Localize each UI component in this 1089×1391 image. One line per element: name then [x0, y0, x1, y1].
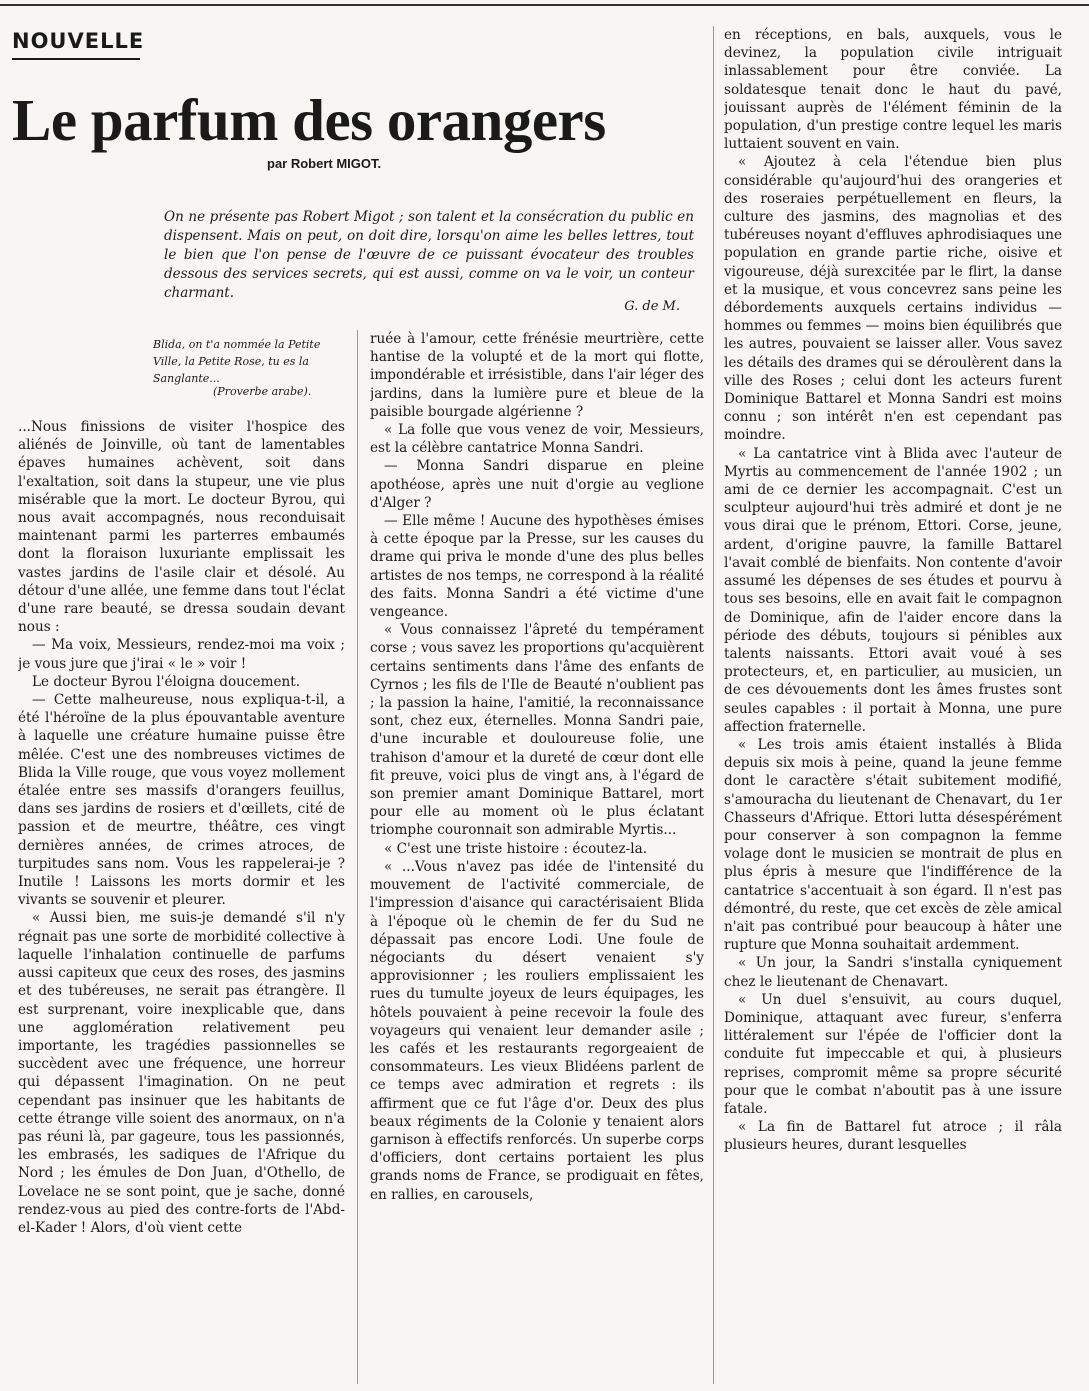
paragraph: — Ma voix, Messieurs, rendez-moi ma voix ; je vous jure que j'irai « le » voir ! — [18, 637, 345, 672]
section-underline — [12, 58, 140, 60]
byline: par Robert MIGOT. — [267, 156, 382, 171]
text-column-3 — [724, 26, 1062, 1384]
paragraph: — Elle même ! Aucune des hypothèses émises à cette époque par la Presse, sur les causes du drame qui priva le monde d'une des plus belles artistes de nos temps, ne correspond à la réalité des faits. Monna Sandri a été victime d'une vengeance. — [370, 513, 704, 621]
paragraph: « ...Vous n'avez pas idée de l'intensité du mouvement de l'activité commerciale, de l'impression d'aisance qui caractérisaient Blida à l'époque où le chemin de fer du Sud ne dépassait pas encore Lodi. Une foule de négociants du désert venaient s'y approvisionner ; les rouliers emplissaient les rues du tumulte joyeux de leurs équipages, les hôtels pouvaient à peine recevoir la foule des voyageurs qui venaient leur demander asile ; les cafés et les restaurants regorgeaient de consommateurs. Les vieux Blidéens parlent de ce temps avec admiration et regrets : ils affirment que ce fut l'âge d'or. Deux des plus beaux régiments de la Colonie y tenaient alors garnison à effectifs renforcés. Un superbe corps d'officiers, dont certains portaient les plus grands noms de France, se prodiguait en fêtes, en rallies, en carousels, — [370, 858, 704, 1203]
section-heading: NOUVELLE — [12, 29, 145, 53]
paragraph: Le docteur Byrou l'éloigna doucement. — [32, 673, 301, 690]
paragraph: « La cantatrice vint à Blida avec l'auteur de Myrtis au commencement de l'année 1902 ; un ami de ce dernier les accompagnait. C'est un sculpteur aujourd'hui très admiré et dont je ne vous dirai que le prénom, Ettori. Corse, jeune, ardent, d'origine pauvre, la famille Battarel l'avait comblé de bienfaits. Non contente d'avoir assumé les dépenses de ses études et pourvu à tous ses besoins, elle en avait fait le compagnon de Dominique, afin de l'aider encore dans la période des débuts, toujours si pénibles aux talents naissants. Ettori avait voué à ses protecteurs, et, en particulier, au musicien, un de ces dévouements dont les âmes frustes sont seules capables : il portait à Monna, une pure affection fraternelle. — [724, 445, 1062, 735]
paragraph: « La fin de Battarel fut atroce ; il râla plusieurs heures, durant lesquelles — [724, 1119, 1062, 1154]
editor-intro: On ne présente pas Robert Migot ; son talent et la consécration du public en dispensent. Mais on peut, on doit dire, lorsqu'on aime les belles lettres, tout le bien que l'on pense de l'œuvre de ce puissant évocateur des troubles dessous des services secrets, qui est aussi, comme on va le voir, un conteur charmant. — [164, 209, 694, 301]
paragraph: en réceptions, en bals, auxquels, vous le devinez, la population civile intriguait inlassablement pour être conviée. La soldatesque tenait donc le haut du pavé, jouissant auprès de l'élément féminin de la population, d'un prestige contre lequel les maris luttaient souvent en vain. — [724, 27, 1062, 153]
paragraph: « Un jour, la Sandri s'installa cyniquement chez le lieutenant de Chenavart. — [724, 955, 1062, 990]
top-rule — [0, 4, 1089, 6]
epigraph-source: (Proverbe arabe). — [213, 385, 312, 398]
epigraph: Blida, on t'a nommée la Petite Ville, la Petite Rose, tu es la Sanglante... — [153, 338, 321, 385]
text-column-1 — [18, 418, 345, 1384]
paragraph: « La folle que vous venez de voir, Messieurs, est la célèbre cantatrice Monna Sandri. — [370, 422, 704, 457]
paragraph: « Les trois amis étaient installés à Blida depuis six mois à peine, quand la jeune femme dont le caractère s'était subitement modifié, s'amouracha du lieutenant de Chenavart, du 1er Chasseurs d'Afrique. Ettori lutta désespérément pour conserver à son compagnon la femme volage dont le musicien se montrait de plus en plus épris à mesure que l'indifférence de la cantatrice s'accentuait à son égard. Il n'est pas démontré, du reste, que cet excès de zèle amical n'ait pas contribué pour beaucoup à hâter une rupture que Monna souhaitait ardemment. — [724, 736, 1062, 954]
paragraph: ruée à l'amour, cette frénésie meurtrière, cette hantise de la volupté et de la mort qui flotte, impondérable et irrésistible, dans l'air léger des jardins, dans la lumière pure et bleue de la paisible bourgade algérienne ? — [370, 331, 704, 420]
paragraph: « Ajoutez à cela l'étendue bien plus considérable qu'aujourd'hui des orangeries et des roseraies perpétuellement en fleurs, la culture des jasmins, des magnolias et des tubéreuses noyant d'effluves aphrodisiaques une population en grande partie riche, oisive et vigoureuse, déjà surexcitée par le flirt, la danse et la musique, et vous concevrez sans peine les débordements auxquels certains individus — hommes ou femmes — moins bien équilibrés que les autres, pouvaient se laisser aller. Vous savez les détails des drames qui se déroulèrent dans la ville des Roses ; celui dont les acteurs furent Dominique Battarel et Monna Sandri est moins connu ; son intérêt n'en est cependant pas moindre. — [724, 154, 1062, 444]
paragraph: « Un duel s'ensuivit, au cours duquel, Dominique, attaquant avec fureur, s'enferra littéralement sur l'épée de l'officier dont la conduite fut impeccable et qui, à plusieurs reprises, compromit même sa propre sécurité pour que le combat n'aboutit pas à une issure fatale. — [724, 991, 1062, 1117]
column-divider-1 — [357, 330, 358, 1384]
text-column-2 — [370, 330, 704, 1384]
paragraph: — Cette malheureuse, nous expliqua-t-il, a été l'héroïne de la plus épouvantable aventure à laquelle une créature humaine puisse être mêlée. C'est une des nombreuses victimes de Blida la Ville rouge, que vous voyez mollement étalée entre ses massifs d'orangers feuillus, dans ses jardins de rosiers et d'œillets, cité de passion et de meurtre, théâtre, ces vingt dernières années, de crimes atroces, de turpitudes sans nom. Vous les rappelerai-je ? Inutile ! Laissons les morts dormir et les vivants se souvenir et pleurer. — [18, 692, 345, 909]
paragraph: « C'est une triste histoire : écoutez-la. — [384, 840, 648, 857]
intro-signature: G. de M. — [624, 299, 680, 314]
article-title: Le parfum des orangers — [12, 87, 606, 153]
paragraph: ...Nous finissions de visiter l'hospice des aliénés de Joinville, où tant de lamentables épaves humaines achèvent, soit dans l'exaltation, soit dans la stupeur, une vie plus misérable que la mort. Le docteur Byrou, qui nous avait accompagnés, nous reconduisait maintenant parmi les parterres embaumés dont la floraison luxuriante emplissait les vastes jardins de l'asile clair et désolé. Au détour d'une allée, une femme dans tout l'éclat d'une rare beauté, se dressa soudain devant nous : — [18, 419, 345, 636]
paragraph: — Monna Sandri disparue en pleine apothéose, après une nuit d'orgie au veglione d'Alger ? — [370, 458, 704, 511]
column-divider-2 — [713, 26, 714, 1384]
paragraph: « Vous connaissez l'âpreté du tempérament corse ; vous savez les proportions qu'acquièrent certains sentiments dans l'âme des enfants de Cyrnos ; les fils de l'Ile de Beauté n'oublient pas ; la passion la haine, l'amitié, la reconnaissance sont, chez eux, éternelles. Monna Sandri paie, d'une incurable et douloureuse folie, une trahison d'amour et la dureté de cœur dont elle fit preuve, voici plus de vingt ans, à l'égard de son premier amant Dominique Battarel, mort pour elle au moment où le plus éclatant triomphe couronnait son admirable Myrtis... — [370, 622, 704, 839]
paragraph: « Aussi bien, me suis-je demandé s'il n'y régnait pas une sorte de morbidité collective à laquelle l'inhalation continuelle de parfums aussi capiteux que ceux des roses, des jasmins et des tubéreuses, ne serait pas étrangère. Il est surprenant, voire inexplicable que, dans une agglomération relativement peu importante, les tragédies passionnelles se succèdent avec une fréquence, une horreur qui dépassent l'imagination. On ne peut cependant pas insinuer que les habitants de cette étrange ville soient des anormaux, on n'a pas réuni là, par gageure, tous les passionnés, les embrasés, les sadiques de l'Afrique du Nord ; les émules de Don Juan, d'Othello, de Lovelace ne se sont point, que je sache, donné rendez-vous au pied des contre-forts de l'Abd-el-Kader ! Alors, d'où vient cette — [18, 910, 345, 1236]
